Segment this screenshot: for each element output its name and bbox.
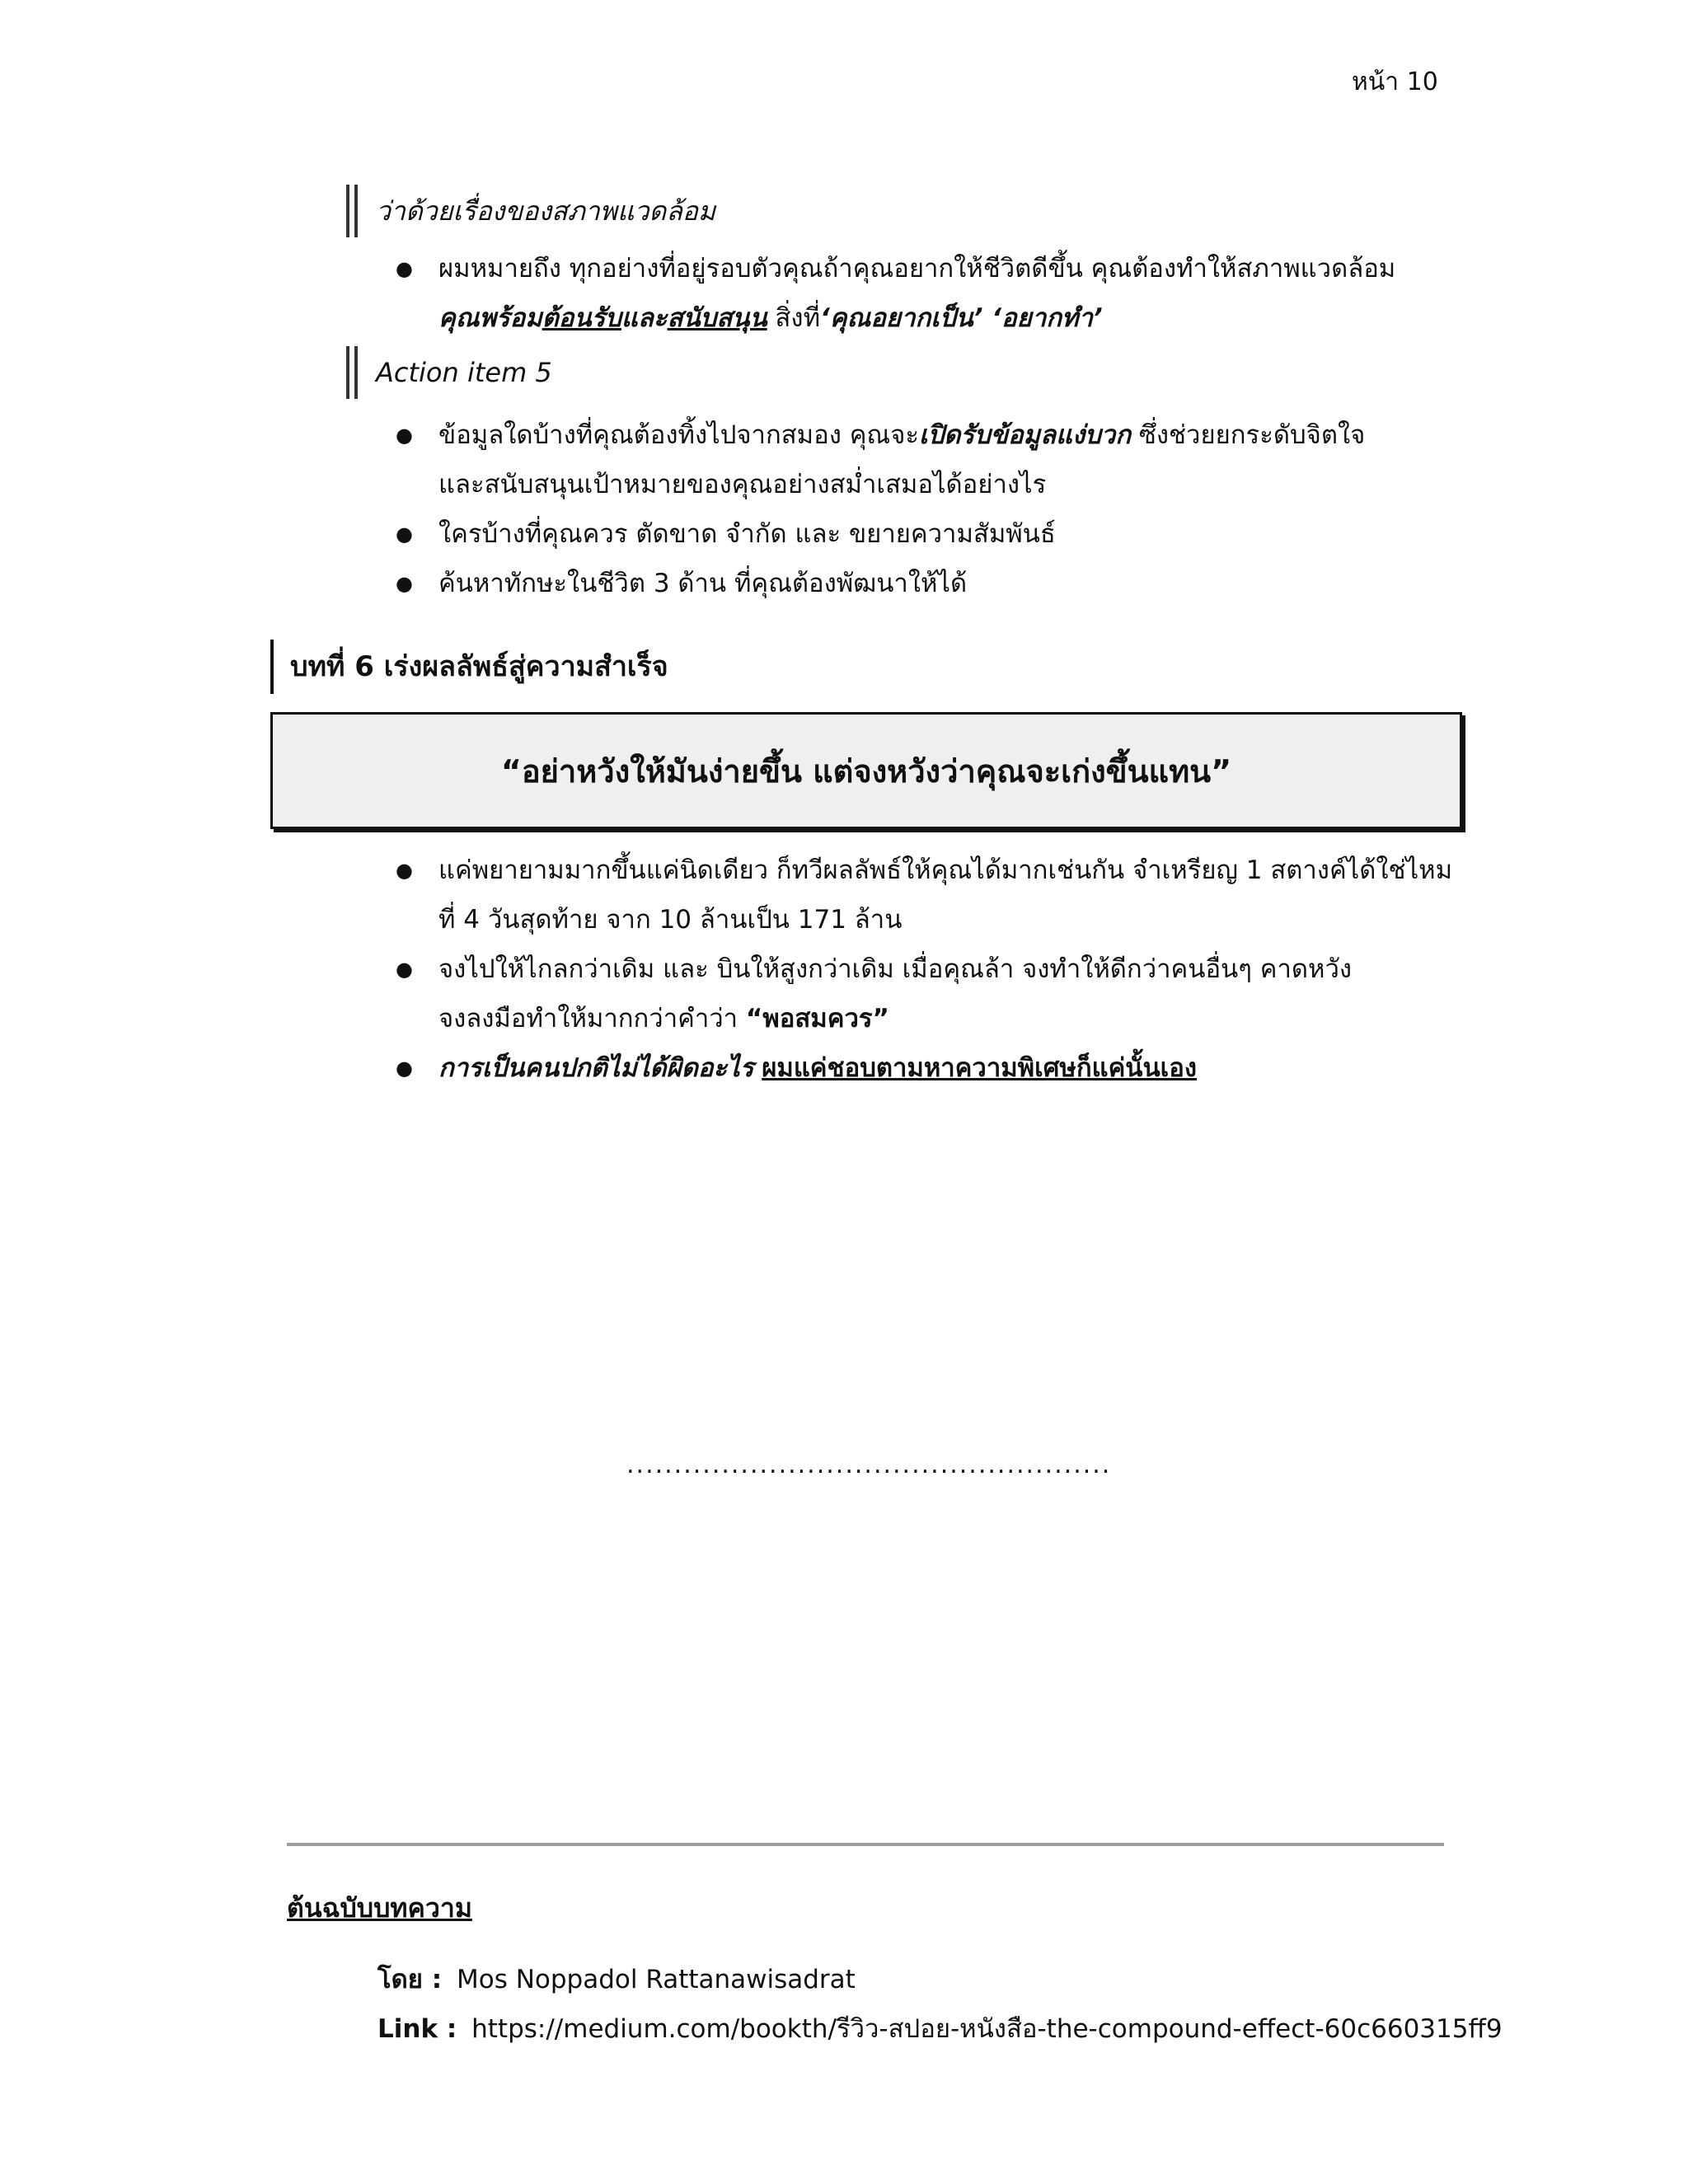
chapter-list (396, 846, 1467, 1093)
environment-list (396, 244, 1467, 343)
heading-bar (354, 185, 358, 237)
quote-text: “อย่าหวังให้มันง่ายขึ้น แต่จงหวังว่าคุณจะเก่งขึ้นแทน” (500, 752, 1232, 790)
source-link[interactable]: https://medium.com/bookth/รีวิว-สปอย-หนังสือ-the-compound-effect-60c660315ff9 (471, 2014, 1503, 2044)
horizontal-rule (287, 1843, 1444, 1846)
list-item: ● ข้อมูลใดบ้างที่คุณต้องทิ้งไปจากสมอง คุณจะเปิดรับข้อมูลแง่บวก ซึ่งช่วยยกระดับจิตใจ และสนับสนุนเป้าหมายของคุณอย่างสม่ำเสมอได้อย่างไร (396, 410, 1467, 509)
environment-heading: ว่าด้วยเรื่องของสภาพแวดล้อม (346, 185, 715, 237)
list-item: ● จงไปให้ไกลกว่าเดิม และ บินให้สูงกว่าเดิม เมื่อคุณล้า จงทำให้ดีกว่าคนอื่นๆ คาดหวัง จงลงมือทำให้มากกว่าคำว่า “พอสมควร” (396, 944, 1467, 1043)
list-item: ● ผมหมายถึง ทุกอย่างที่อยู่รอบตัวคุณถ้าคุณอยากให้ชีวิตดีขึ้น คุณต้องทำให้สภาพแวดล้อม คุณพร้อมต้อนรับและสนับสนุน สิ่งที่‘คุณอยากเป็น’ ‘อยากทำ’ (396, 244, 1467, 343)
list-item: ● การเป็นคนปกติไม่ได้ผิดอะไร ผมแค่ชอบตามหาความพิเศษก็แค่นั้นเอง (396, 1043, 1467, 1093)
author-line (377, 1958, 856, 1999)
heading-bar (346, 346, 349, 399)
source-title: ต้นฉบับบทความ (287, 1892, 472, 1924)
chapter-title: บทที่ 6 เร่งผลลัพธ์สู่ความสำเร็จ (270, 640, 668, 694)
author-label: โดย : (377, 1965, 443, 1994)
action-heading: Action item 5 (346, 346, 552, 399)
heading-bar (346, 185, 349, 237)
page-number: หน้า 10 (1352, 68, 1438, 96)
action-list (396, 410, 1467, 608)
list-item: ● ค้นหาทักษะในชีวิต 3 ด้าน ที่คุณต้องพัฒนาให้ได้ (396, 559, 1467, 608)
author-name: Mos Noppadol Rattanawisadrat (457, 1965, 856, 1994)
quote-box (270, 712, 1462, 829)
heading-bar (354, 346, 358, 399)
list-item: ● ใครบ้างที่คุณควร ตัดขาด จำกัด และ ขยายความสัมพันธ์ (396, 509, 1467, 559)
link-line (377, 2008, 1503, 2049)
link-label: Link : (377, 2014, 457, 2044)
dotted-separator: ................................................... (626, 1451, 1112, 1479)
list-item: ● แค่พยายามมากขึ้นแค่นิดเดียว ก็ทวีผลลัพธ์ให้คุณได้มากเช่นกัน จำเหรียญ 1 สตางค์ได้ใช่ไหม ที่ 4 วันสุดท้าย จาก 10 ล้านเป็น 171 ล้าน (396, 846, 1467, 944)
